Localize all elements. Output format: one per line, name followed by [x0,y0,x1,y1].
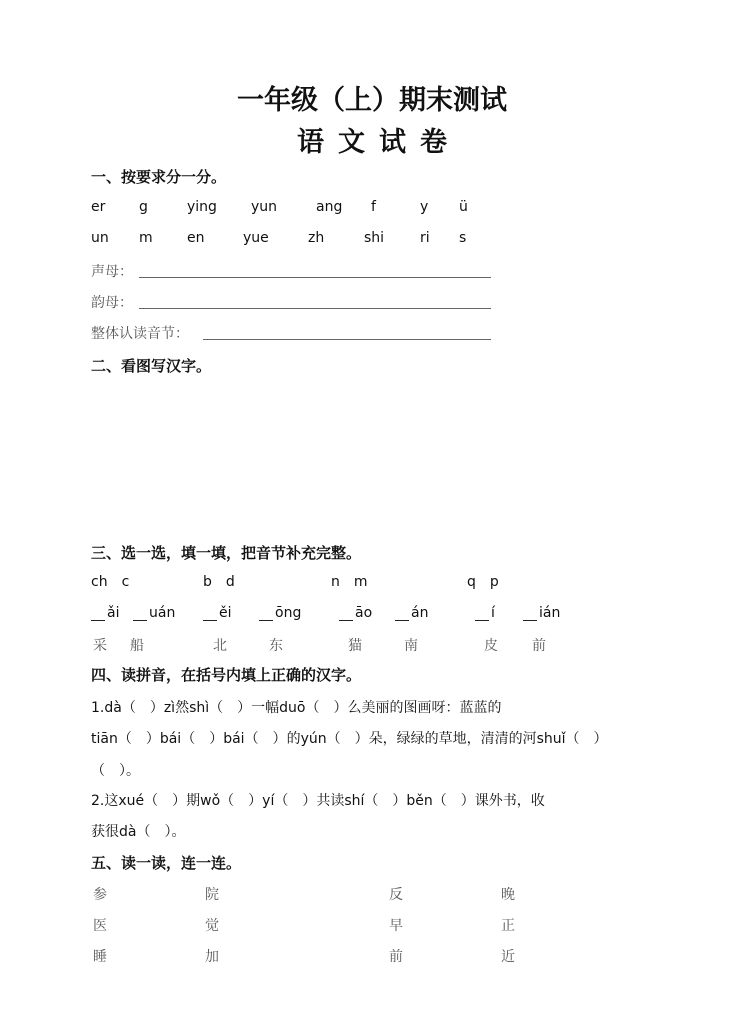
answer-paren[interactable]: （ ） [220,793,263,809]
q2-pinyin-da: dà [119,824,137,840]
question-1-line-2 [91,728,608,748]
blank-line[interactable] [339,606,353,621]
hanzi-char: 前 [532,638,546,654]
syllable-blank[interactable] [475,605,495,621]
pinyin-word: shí [344,793,365,809]
yunmu-answer-line[interactable] [139,308,491,309]
pinyin-word: wǒ [200,793,221,809]
hanzi-char: 南 [404,638,418,654]
pinyin-item: y [420,199,429,215]
hanzi-char: 采 [93,638,107,654]
pinyin-word: běn [406,793,433,809]
match-char[interactable]: 觉 [205,918,219,934]
syllable-blank[interactable] [91,605,119,621]
syllable-text: í [491,605,495,621]
question-1-line-1 [91,697,501,717]
pinyin-item: g [139,199,148,215]
pinyin-item: er [91,199,106,215]
question-text: 这 [104,793,119,809]
blank-line[interactable] [395,606,409,621]
answer-paren[interactable]: （ ） [144,793,187,809]
pinyin-word: yí [262,793,275,809]
hanzi-char: 皮 [484,638,498,654]
pinyin-item: zh [308,230,325,246]
pinyin-item: ü [459,199,468,215]
yunmu-label: 韵母： [91,295,133,311]
syllable-text: uán [149,605,176,621]
pinyin-item: yue [243,230,269,246]
pinyin-word: shuǐ [536,731,566,747]
pinyin-word: bái [223,731,245,747]
syllable-text: āo [355,605,373,621]
page-title: 一年级（上）期末测试 [237,85,507,116]
question-text: 的 [286,731,301,747]
pinyin-item: yun [251,199,278,215]
answer-paren[interactable]: （ ） [117,731,160,747]
section-3-heading: 三、选一选，填一填，把音节补充完整。 [91,544,362,562]
blank-line[interactable] [475,606,489,621]
question-text: zì [163,700,176,716]
answer-paren[interactable]: （ ） [274,793,317,809]
syllable-text: ōng [275,605,302,621]
syllable-text: ián [539,605,561,621]
hanzi-char: 东 [269,638,283,654]
q2-answer-paren[interactable]: （ ）。 [136,824,186,840]
syllable-text: ěi [219,605,232,621]
syllable-blank[interactable] [203,605,232,621]
pinyin-item: s [459,230,467,246]
question-text: 么美丽的图画呀：蓝蓝的 [347,700,502,716]
match-char[interactable]: 医 [93,918,107,934]
question-text: 共读 [316,793,345,809]
blank-line[interactable] [259,606,273,621]
pinyin-item: en [187,230,205,246]
blank-line[interactable] [91,606,105,621]
pinyin-item: m [139,230,153,246]
pinyin-word: duō [279,700,306,716]
blank-line[interactable] [203,606,217,621]
shengmu-answer-line[interactable] [139,277,491,278]
match-char[interactable]: 院 [205,887,219,903]
match-char[interactable]: 晚 [501,887,515,903]
question-number: 1. [91,700,105,716]
question-1-line-3: （ ）。 [91,763,140,779]
pinyin-item: ying [187,199,217,215]
q2-text-pre: 获很 [91,824,119,840]
question-text: 期 [186,793,201,809]
letter-pair: n m [331,574,368,590]
match-char[interactable]: 睡 [93,949,107,965]
pinyin-item: f [371,199,376,215]
pinyin-word: tiān [91,731,118,747]
answer-paren[interactable]: （ ） [209,700,252,716]
pinyin-item: shi [364,230,385,246]
pinyin-item: un [91,230,109,246]
answer-paren[interactable]: （ ） [326,731,369,747]
question-text: 朵，绿绿的草地，清清的河 [368,731,537,747]
syllable-text: án [411,605,429,621]
blank-line[interactable] [523,606,537,621]
zhengti-label: 整体认读音节： [91,326,189,342]
pinyin-word: shì [189,700,210,716]
hanzi-char: 船 [130,638,144,654]
syllable-blank[interactable] [259,605,301,621]
match-char[interactable]: 正 [501,918,515,934]
letter-pair: ch c [91,574,130,590]
page-subtitle: 语文试卷 [297,127,461,158]
pinyin-word: bái [159,731,182,747]
section-1-heading: 一、按要求分一分。 [91,168,227,186]
section-2-heading: 二、看图写汉字。 [91,357,212,375]
question-number: 2. [91,793,105,809]
pinyin-word: xué [118,793,145,809]
match-char[interactable]: 加 [205,949,219,965]
syllable-blank[interactable] [133,605,175,621]
answer-paren[interactable]: （ ） [121,700,164,716]
match-char[interactable]: 前 [389,949,403,965]
match-char[interactable]: 反 [389,887,403,903]
question-text: 然 [175,700,190,716]
question-2-line-2 [91,821,185,841]
pinyin-word: dà [104,700,122,716]
question-2-line-1 [91,790,545,810]
syllable-blank[interactable] [339,605,372,621]
match-char[interactable]: 参 [93,887,107,903]
match-char[interactable]: 早 [389,918,403,934]
syllable-blank[interactable] [523,605,560,621]
section-4-heading: 四、读拼音，在括号内填上正确的汉字。 [91,666,362,684]
syllable-blank[interactable] [395,605,428,621]
hanzi-char: 北 [213,638,227,654]
question-text: 一幅 [251,700,280,716]
pinyin-item: ang [316,199,343,215]
syllable-text: ǎi [107,605,120,621]
blank-line[interactable] [133,606,147,621]
answer-paren[interactable]: （ ） [565,731,608,747]
answer-paren[interactable]: （ ） [305,700,348,716]
letter-pair: b d [203,574,235,590]
hanzi-char: 猫 [348,638,362,654]
pinyin-word: yún [300,731,327,747]
answer-paren[interactable]: （ ） [432,793,475,809]
answer-paren[interactable]: （ ） [364,793,407,809]
answer-paren[interactable]: （ ） [181,731,224,747]
section-5-heading: 五、读一读，连一连。 [91,854,242,872]
pinyin-item: ri [420,230,430,246]
letter-pair: q p [467,574,499,590]
question-text: 课外书，收 [474,793,545,809]
zhengti-answer-line[interactable] [203,339,491,340]
shengmu-label: 声母： [91,264,133,280]
match-char[interactable]: 近 [501,949,515,965]
answer-paren[interactable]: （ ） [244,731,287,747]
